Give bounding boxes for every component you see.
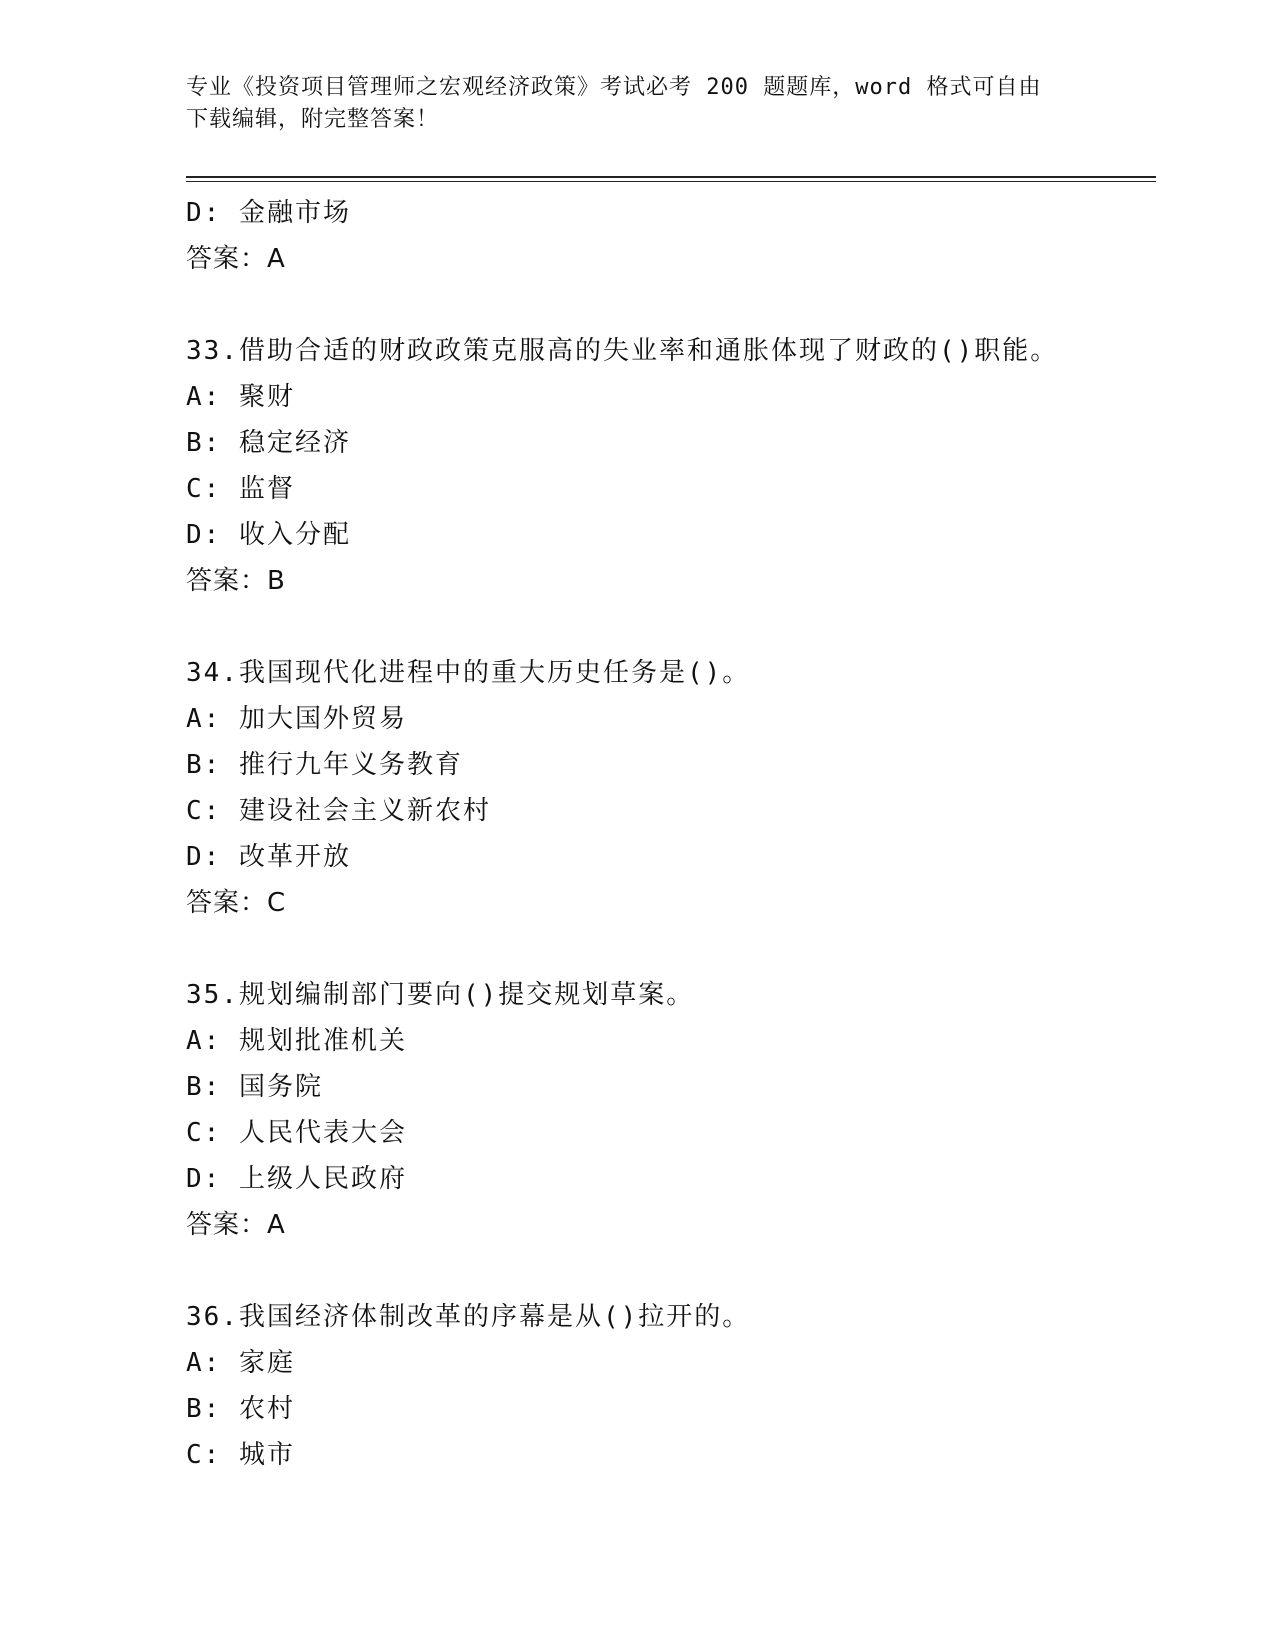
option-a: A: 规划批准机关 — [186, 1026, 407, 1056]
option-b: B: 稳定经济 — [186, 428, 351, 458]
option-c: C: 城市 — [186, 1440, 295, 1470]
header-rule-thin — [186, 181, 1156, 182]
question-stem: 34.我国现代化进程中的重大历史任务是()。 — [186, 658, 751, 688]
option-c: C: 监督 — [186, 474, 295, 504]
option-c: C: 建设社会主义新农村 — [186, 796, 491, 826]
option-b: B: 农村 — [186, 1394, 295, 1424]
spacer — [186, 282, 1156, 328]
option-d: D: 改革开放 — [186, 842, 351, 872]
option-d: D: 收入分配 — [186, 520, 351, 550]
option-a: A: 聚财 — [186, 382, 295, 412]
document-page — [186, 0, 1156, 1650]
page-header — [186, 72, 1086, 136]
option-a: A: 加大国外贸易 — [186, 704, 407, 734]
option-b: B: 推行九年义务教育 — [186, 750, 463, 780]
option-b: B: 国务院 — [186, 1072, 323, 1102]
option-a: A: 家庭 — [186, 1348, 295, 1378]
answer-line: 答案：C — [186, 888, 287, 918]
question-stem: 35.规划编制部门要向()提交规划草案。 — [186, 980, 695, 1010]
answer-line: 答案：A — [186, 244, 286, 274]
question-stem: 36.我国经济体制改革的序幕是从()拉开的。 — [186, 1302, 751, 1332]
question-list — [186, 190, 1156, 1478]
header-rule-thick — [186, 176, 1156, 178]
option-c: C: 人民代表大会 — [186, 1118, 407, 1148]
spacer — [186, 604, 1156, 650]
header-line-1: 专业《投资项目管理师之宏观经济政策》考试必考 200 题题库，word 格式可自由 — [186, 75, 1042, 100]
answer-line: 答案：A — [186, 1210, 286, 1240]
question-block-33 — [186, 328, 1156, 604]
question-block-36 — [186, 1294, 1156, 1478]
option-d: D: 金融市场 — [186, 198, 351, 228]
answer-line: 答案：B — [186, 566, 286, 596]
header-line-2: 下载编辑，附完整答案！ — [186, 107, 440, 132]
option-d: D: 上级人民政府 — [186, 1164, 407, 1194]
question-block-34 — [186, 650, 1156, 926]
question-block-32 — [186, 190, 1156, 282]
spacer — [186, 1248, 1156, 1294]
question-block-35 — [186, 972, 1156, 1248]
spacer — [186, 926, 1156, 972]
question-stem: 33.借助合适的财政政策克服高的失业率和通胀体现了财政的()职能。 — [186, 336, 1059, 366]
